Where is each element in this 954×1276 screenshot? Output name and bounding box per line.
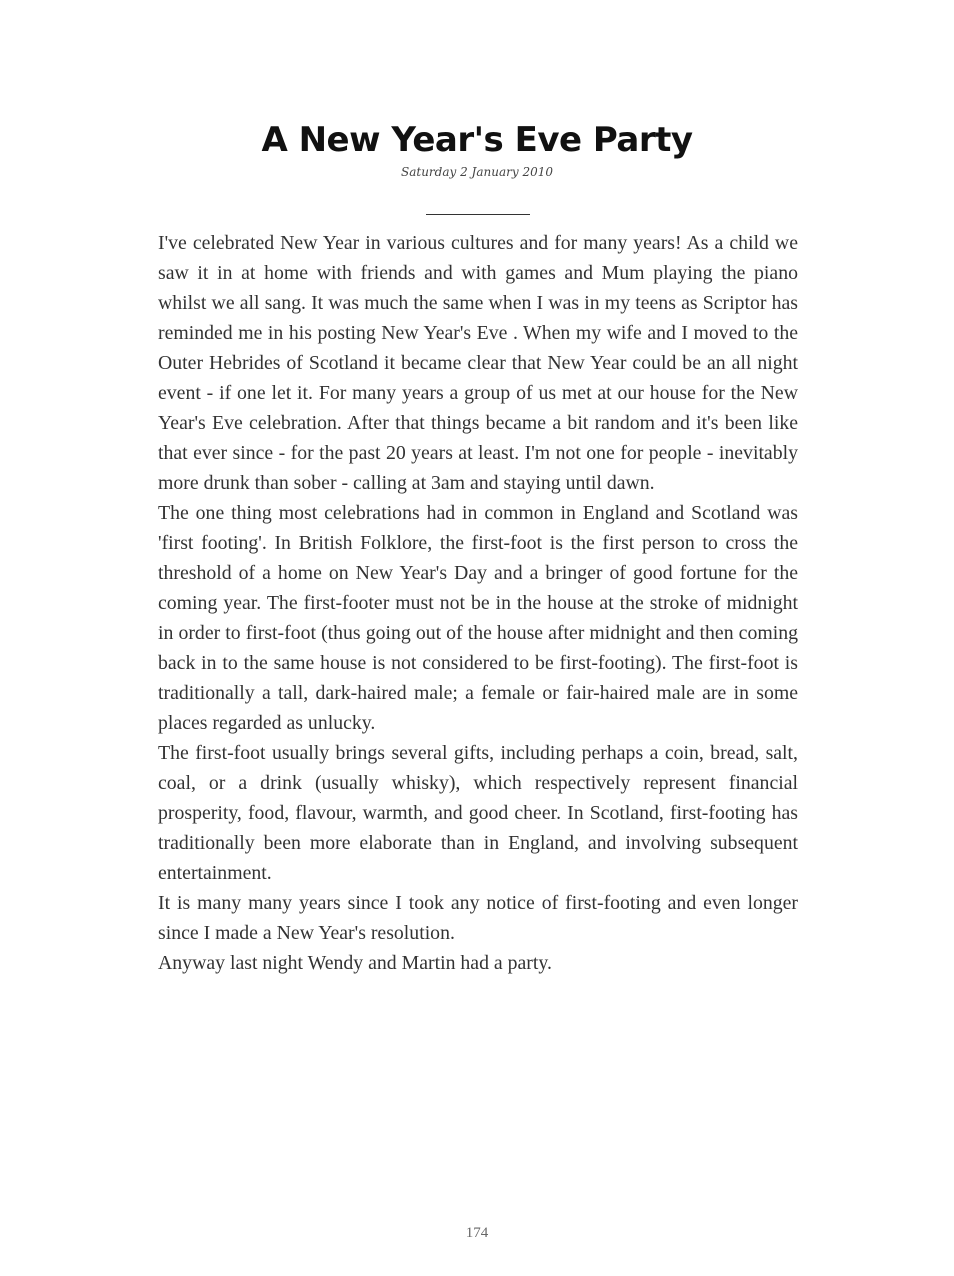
post-date: Saturday 2 January 2010	[401, 165, 553, 179]
paragraph: I've celebrated New Year in various cultures and for many years! As a child we saw it in at home with friends and with games and Mum playing the piano whilst we all sang. It was much the same when I was in my teens as Scriptor has reminded me in his posting New Year's Eve . When my wife and I moved to the Outer Hebrides of Scotland it became clear that New Year could be an all night event - if one let it. For many years a group of us met at our house for the New Year's Eve celebration. After that things became a bit random and it's been like that ever since - for the past 20 years at least. I'm not one for people - inevitably more drunk than sober - calling at 3am and staying until dawn.	[158, 232, 798, 494]
paragraph: The first-foot usually brings several gifts, including perhaps a coin, bread, salt, coal, or a drink (usually whisky), which respectively represent financial prosperity, food, flavour, warmth, and good cheer. In Scotland, first-footing has traditionally been more elaborate than in England, and involving subsequent entertainment.	[158, 742, 798, 884]
title-divider	[426, 214, 530, 215]
paragraph: The one thing most celebrations had in common in England and Scotland was 'first footing'. In British Folklore, the first-foot is the first person to cross the threshold of a home on New Year's Day and a bringer of good fortune for the coming year. The first-footer must not be in the house at the stroke of midnight in order to first-foot (thus going out of the house after midnight and then coming back in to the same house is not considered to be first-footing). The first-foot is traditionally a tall, dark-haired male; a female or fair-haired male are in some places regarded as unlucky.	[158, 502, 798, 734]
paragraph: It is many many years since I took any notice of first-footing and even longer since I made a New Year's resolution.	[158, 892, 798, 944]
paragraph: Anyway last night Wendy and Martin had a party.	[158, 952, 552, 974]
page-number: 174	[465, 1225, 489, 1241]
article-body	[158, 228, 798, 978]
page-title: A New Year's Eve Party	[261, 120, 693, 160]
